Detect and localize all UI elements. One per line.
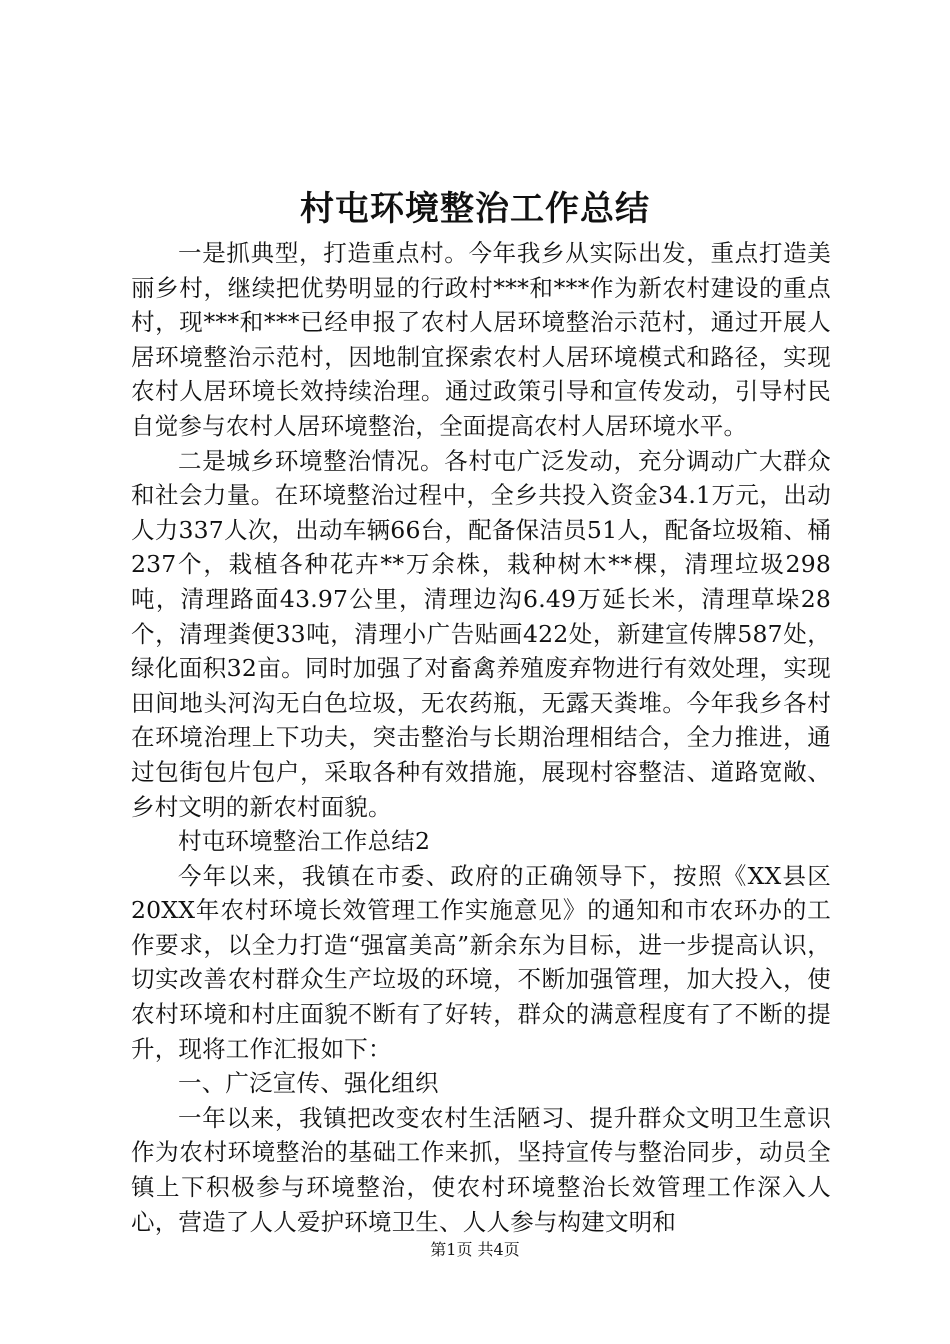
document-body: [131, 236, 831, 1239]
section-heading-summary-2: 村屯环境整治工作总结2: [178, 827, 431, 856]
paragraph-publicity: 一年以来，我镇把改变农村生活陋习、提升群众文明卫生意识作为农村环境整治的基础工作来抓，坚持宣传与整治同步，动员全镇上下积极参与环境整治，使农村环境整治长效管理工作深入人心，营造了人人爱护环境卫生、人人参与构建文明和: [131, 1103, 831, 1236]
paragraph-typical-village: 一是抓典型，打造重点村。今年我乡从实际出发，重点打造美丽乡村，继续把优势明显的行政村***和***作为新农村建设的重点村，现***和***已经申报了农村人居环境整治示范村，通过开展人居环境整治示范村，因地制宜探索农村人居环境模式和路径，实现农村人居环境长效持续治理。通过政策引导和宣传发动，引导村民自觉参与农村人居环境整治，全面提高农村人居环境水平。: [131, 239, 831, 440]
document-title: 村屯环境整治工作总结: [300, 189, 650, 229]
section-heading-publicity: 一、广泛宣传、强化组织: [178, 1069, 439, 1098]
page-footer: 第1页 共4页: [430, 1240, 520, 1259]
paragraph-intro-summary-2: 今年以来，我镇在市委、政府的正确领导下，按照《XX县区20XX年农村环境长效管理工作实施意见》的通知和市农环办的工作要求，以全力打造“强富美高”新余东为目标，进一步提高认识，切实改善农村群众生产垃圾的环境，不断加强管理，加大投入，使农村环境和村庄面貌不断有了好转，群众的满意程度有了不断的提升，现将工作汇报如下：: [131, 861, 831, 1063]
paragraph-urban-rural-cleanup: 二是城乡环境整治情况。各村屯广泛发动，充分调动广大群众和社会力量。在环境整治过程中，全乡共投入资金34.1万元，出动人力337人次，出动车辆66台，配备保洁员51人，配备垃圾箱、桶237个，栽植各种花卉**万余株，栽种树木**棵，清理垃圾298吨，清理路面43.97公里，清理边沟6.49万延长米，清理草垛28个，清理粪便33吨，清理小广告贴画422处，新建宣传牌587处，绿化面积32亩。同时加强了对畜禽养殖废弃物进行有效处理，实现田间地头河沟无白色垃圾，无农药瓶，无露天粪堆。今年我乡各村在环境治理上下功夫，突击整治与长期治理相结合，全力推进，通过包街包片包户，采取各种有效措施，展现村容整洁、道路宽敞、乡村文明的新农村面貌。: [131, 446, 831, 821]
